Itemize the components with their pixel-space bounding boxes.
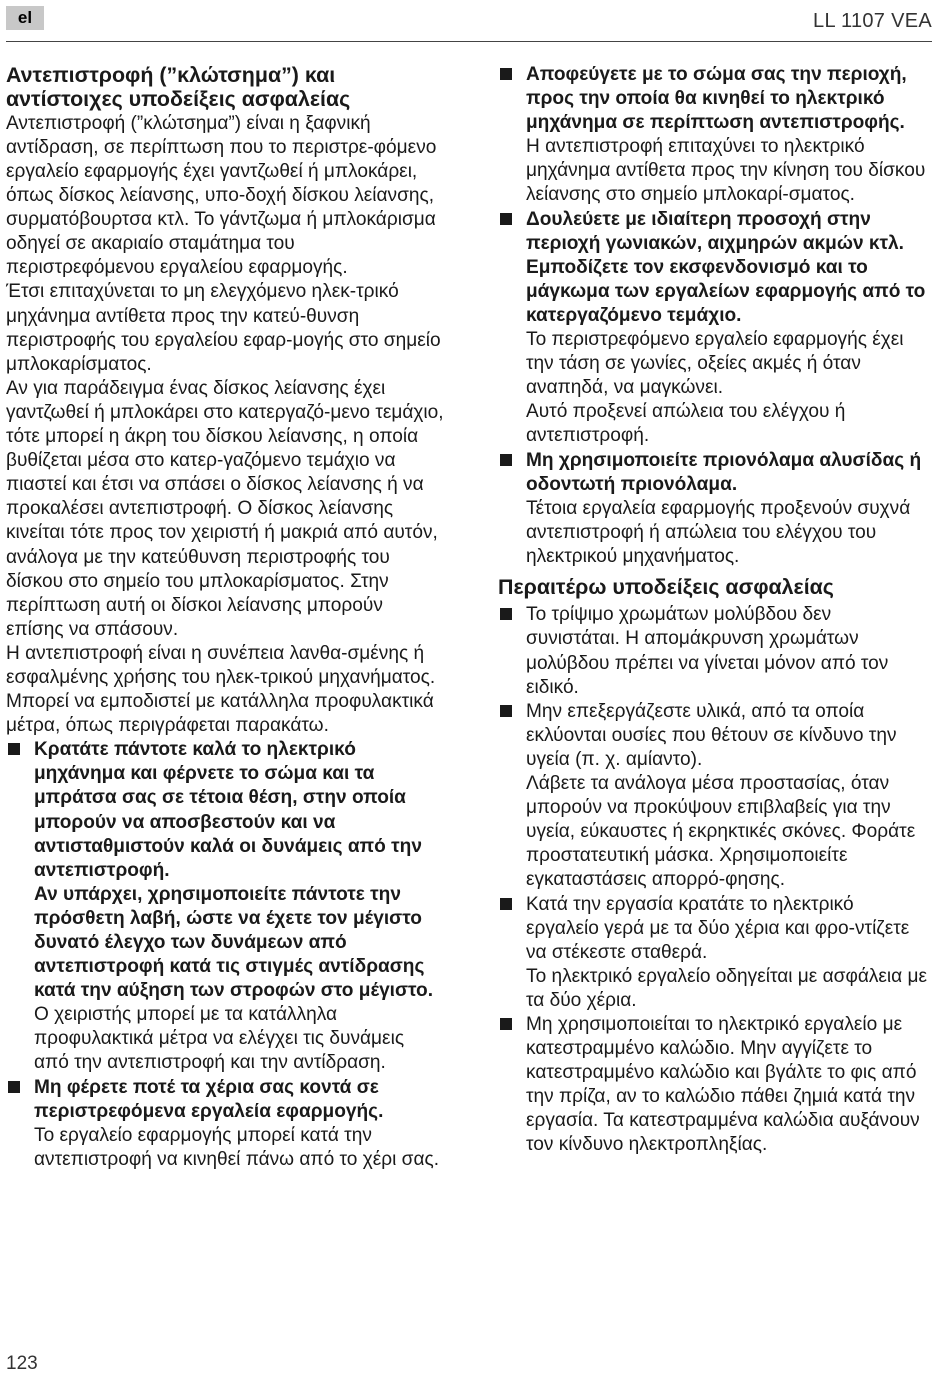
square-bullet-icon <box>8 1081 20 1093</box>
square-bullet-icon <box>500 705 512 717</box>
bullet-item <box>498 893 928 1013</box>
square-bullet-icon <box>500 454 512 466</box>
bullet-text: Το εργαλείο εφαρμογής μπορεί κατά την αντεπιστροφή να κινηθεί πάνω από το χέρι σας. <box>34 1124 439 1170</box>
square-bullet-icon <box>500 898 512 910</box>
bullet-text: Το ηλεκτρικό εργαλείο οδηγείται με ασφάλεια με τα δύο χέρια. <box>526 965 928 1011</box>
bullet-item <box>6 1076 444 1172</box>
bullet-bold-text: Αποφεύγετε με το σώμα σας την περιοχή, προς την οποία θα κινηθεί το ηλεκτρικό μηχάνημα σε περίπτωση αντεπιστροφής. <box>526 64 907 134</box>
bullet-item <box>498 700 928 893</box>
paragraph: Έτσι επιταχύνεται το μη ελεγχόμενο ηλεκ-τρικό μηχάνημα αντίθετα προς την κατεύ-θυνση περιστροφής του εργαλείου εφαρ-μογής στο σημείο μπλοκαρίσματος. <box>6 281 441 375</box>
bullet-text: Λάβετε τα ανάλογα μέσα προστασίας, όταν μπορούν να προκύψουν επιβλαβείς για την υγεία, εύκαυστες ή εκρηκτικές σκόνες. Φοράτε προστατευτική μάσκα. Χρησιμοποιείτε εγκαταστάσεις απορρό-φησης. <box>526 773 916 891</box>
bullet-text: Το περιστρεφόμενο εργαλείο εφαρμογής έχει την τάση σε γωνίες, οξείες ακμές ή όταν αναπηδά, να μαγκώνει. <box>526 329 904 399</box>
square-bullet-icon <box>500 1018 512 1030</box>
bullet-item <box>6 738 444 1075</box>
bullet-text: Αυτό προξενεί απώλεια του ελέγχου ή αντεπιστροφή. <box>526 401 846 447</box>
bullet-bold-text: Μη χρησιμοποιείτε πριονόλαμα αλυσίδας ή οδοντωτή πριονόλαμα. <box>526 449 922 495</box>
square-bullet-icon <box>500 213 512 225</box>
square-bullet-icon <box>500 68 512 80</box>
section-heading-kickback: Αντεπιστροφή (”κλώτσημα”) και αντίστοιχες υποδείξεις ασφαλείας <box>6 63 351 112</box>
model-number: LL 1107 VEA <box>813 10 932 32</box>
left-column <box>6 63 444 1172</box>
paragraph: Η αντεπιστροφή είναι η συνέπεια λανθα-σμένης ή εσφαλμένης χρήσης του ηλεκ-τρικού μηχανήματος. Μπορεί να εμποδιστεί με κατάλληλα προφυλακτικά μέτρα, όπως περιγράφεται παρακάτω. <box>6 642 436 737</box>
bullet-item <box>498 63 928 208</box>
bullet-text: Μην επεξεργάζεστε υλικά, από τα οποία εκλύονται ουσίες που θέτουν σε κίνδυνο την υγεία (π. χ. αμίαντο). <box>526 700 897 770</box>
bullet-text: Ο χειριστής μπορεί με τα κατάλληλα προφυλακτικά μέτρα να ελέγχει τις δυνάμεις από την αντεπιστροφή και την αντίδραση. <box>34 1004 405 1074</box>
square-bullet-icon <box>500 608 512 620</box>
paragraph: Αντεπιστροφή (”κλώτσημα”) είναι η ξαφνική αντίδραση, σε περίπτωση που το περιστρε-φόμενο εργαλείο εφαρμογής έχει γαντζωθεί ή μπλοκάρει, όπως δίσκος λείανσης, υπο-δοχή δίσκου λείανσης, συρματόβουρτσα κτλ. Το γάντζωμα ή μπλοκάρισμα οδηγεί σε ακαριαίο σταμάτημα του περιστρεφόμενου εργαλείου εφαρμογής. <box>6 112 437 279</box>
bullet-text: Το τρίψιμο χρωμάτων μολύβδου δεν συνιστάται. Η απομάκρυνση χρωμάτων μολύβδου πρέπει να γίνεται μόνον από τον ειδικό. <box>526 604 889 698</box>
bullet-text: Τέτοια εργαλεία εφαρμογής προξενούν συχνά αντεπιστροφή ή απώλεια του ελέγχου του ηλεκτρικού μηχανήματος. <box>526 497 911 567</box>
bullet-bold-text: Δουλεύετε με ιδιαίτερη προσοχή στην περιοχή γωνιακών, αιχμηρών ακμών κτλ. Εμποδίζετε τον εκσφενδονισμό και το μάγκωμα των εργαλείων εφαρμογής από το κατεργαζόμενο τεμάχιο. <box>526 208 926 326</box>
bullet-item <box>498 449 928 569</box>
paragraph: Αν για παράδειγμα ένας δίσκος λείανσης έχει γαντζωθεί ή μπλοκάρει στο κατεργαζό-μενο τεμάχιο, τότε μπορεί η άκρη του δίσκου λείανσης, η οποία βυθίζεται μέσα στο κατερ-γαζόμενο τεμάχιο να πιαστεί και έτσι να σπάσει ο δίσκος λείανσης ή να προκαλέσει αντεπιστροφή. Ο δίσκος λείανσης κινείται τότε προς τον χειριστή ή μακριά από αυτόν, ανάλογα με την κατεύθυνση περιστροφής του δίσκου στο σημείο του μπλοκαρίσματος. Στην περίπτωση αυτή οι δίσκοι λείανσης μπορούν επίσης να σπάσουν. <box>6 377 444 640</box>
bullet-text: Η αντεπιστροφή επιταχύνει το ηλεκτρικό μηχάνημα αντίθετα προς την κίνηση του δίσκου λείανσης στο σημείο μπλοκαρί-σματος. <box>526 136 926 206</box>
bullet-item <box>498 208 928 449</box>
right-column <box>498 63 928 1158</box>
bullet-text: Κατά την εργασία κρατάτε το ηλεκτρικό εργαλείο γερά με τα δύο χέρια και φρο-ντίζετε να στέκεστε σταθερά. <box>526 893 910 963</box>
language-badge: el <box>6 6 44 30</box>
bullet-text: Μη χρησιμοποιείται το ηλεκτρικό εργαλείο με κατεστραμμένο καλώδιο. Μην αγγίζετε το κατεστραμμένο καλώδιο και βγάλτε το φις από την πρίζα, αν το καλώδιο πάθει ζημιά κατά την εργασία. Τα κατεστραμμένα καλώδια αυξάνουν τον κίνδυνο ηλεκτροπληξίας. <box>526 1013 920 1156</box>
header-rule <box>6 41 932 42</box>
bullet-item <box>498 603 928 699</box>
bullet-bold-text: Μη φέρετε ποτέ τα χέρια σας κοντά σε περιστρεφόμενα εργαλεία εφαρμογής. <box>34 1076 384 1122</box>
bullet-bold-text: Αν υπάρχει, χρησιμοποιείτε πάντοτε την πρόσθετη λαβή, ώστε να έχετε τον μέγιστο δυνατό έλεγχο των δυνάμεων από αντεπιστροφή κατά τις στιγμές αντίδρασης κατά την αύξηση των στροφών στο μέγιστο. <box>34 883 434 1002</box>
bullet-item <box>498 1013 928 1158</box>
page-number: 123 <box>6 1353 38 1374</box>
bullet-bold-text: Κρατάτε πάντοτε καλά το ηλεκτρικό μηχάνημα και φέρνετε το σώμα και τα μπράτσα σας σε τέτοια θέση, στην οποία μπορούν να αποσβεστούν και να αντισταθμιστούν καλά οι δυνάμεις από την αντεπιστροφή. <box>34 739 422 881</box>
section-heading-further-safety: Περαιτέρω υποδείξεις ασφαλείας <box>498 574 834 599</box>
square-bullet-icon <box>8 743 20 755</box>
